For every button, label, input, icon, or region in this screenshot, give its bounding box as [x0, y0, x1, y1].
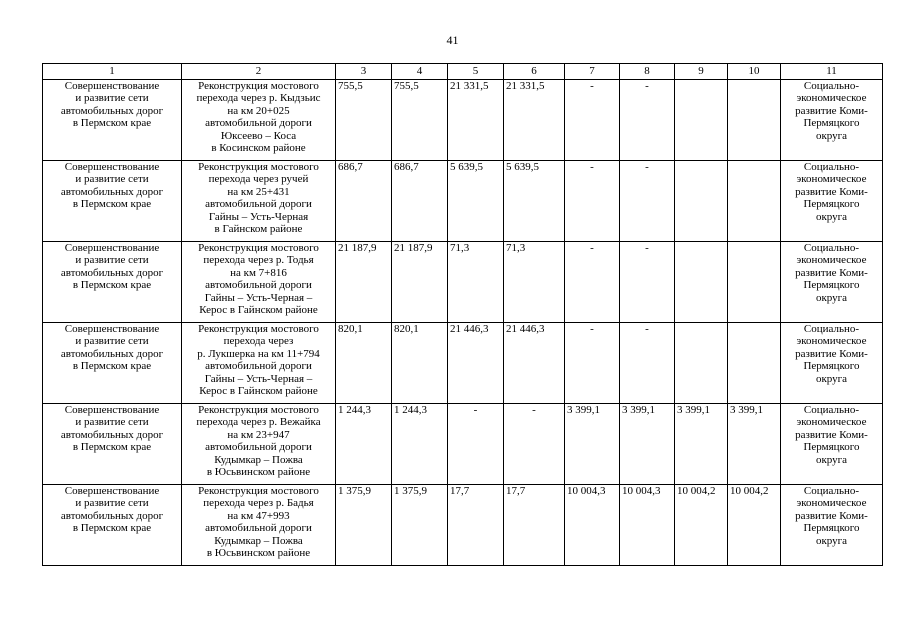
cell-col-8: -	[620, 161, 675, 242]
program-cell-line: Совершенствование	[64, 404, 160, 416]
cell-col-6: 17,7	[504, 485, 565, 566]
program-cell-line: и развитие сети	[75, 416, 149, 429]
program-cell-line: в Пермском крае	[72, 279, 152, 292]
goal-cell-line: развитие Коми-	[795, 509, 868, 522]
goal-cell-line: Социально-	[803, 404, 860, 416]
goal-cell-line: экономическое	[796, 173, 867, 186]
project-cell-line: Керос в Гайнском районе	[199, 304, 318, 317]
project-cell-line: автомобильной дороги	[205, 522, 312, 535]
cell-col-9: 3 399,1	[675, 404, 728, 485]
cell-col-10: 10 004,2	[728, 485, 781, 566]
column-header: 2	[182, 64, 336, 80]
goal-cell	[781, 80, 883, 161]
program-cell-line: автомобильных дорог	[60, 104, 164, 117]
project-cell-line: Юксеево – Коса	[220, 129, 297, 142]
program-cell-line: и развитие сети	[75, 92, 149, 105]
goal-cell-line: Социально-	[803, 323, 860, 335]
table-row	[43, 161, 883, 242]
program-cell-line: Совершенствование	[64, 242, 160, 254]
project-cell-line: Керос в Гайнском районе	[199, 385, 318, 398]
page-number: 41	[446, 33, 459, 47]
project-cell-line: автомобильной дороги	[205, 360, 312, 373]
goal-cell-line: экономическое	[796, 335, 867, 348]
project-cell	[182, 323, 336, 404]
cell-col-9	[675, 323, 728, 404]
table-row	[43, 404, 883, 485]
program-cell-line: Совершенствование	[64, 80, 160, 92]
program-cell-line: и развитие сети	[75, 335, 149, 348]
project-cell	[182, 404, 336, 485]
project-cell	[182, 80, 336, 161]
column-header: 7	[565, 64, 620, 80]
cell-col-4: 21 187,9	[392, 242, 448, 323]
column-header: 6	[504, 64, 565, 80]
cell-col-4: 1 375,9	[392, 485, 448, 566]
cell-col-4: 755,5	[392, 80, 448, 161]
cell-col-5: 17,7	[448, 485, 504, 566]
cell-col-4: 1 244,3	[392, 404, 448, 485]
cell-col-8: -	[620, 80, 675, 161]
cell-col-5: 21 331,5	[448, 80, 504, 161]
project-cell	[182, 242, 336, 323]
goal-cell-line: развитие Коми-	[795, 347, 868, 360]
cell-col-8: 3 399,1	[620, 404, 675, 485]
cell-col-4: 686,7	[392, 161, 448, 242]
program-cell	[43, 80, 182, 161]
goal-cell-line: округа	[815, 291, 848, 304]
goal-cell	[781, 242, 883, 323]
cell-col-9: 10 004,2	[675, 485, 728, 566]
cell-col-6: 5 639,5	[504, 161, 565, 242]
program-cell	[43, 161, 182, 242]
cell-col-9	[675, 161, 728, 242]
program-cell-line: автомобильных дорог	[60, 347, 164, 360]
project-cell-line: на км 20+025	[227, 104, 290, 117]
program-cell-line: в Пермском крае	[72, 198, 152, 211]
project-cell-line: перехода через р. Бадья	[203, 497, 314, 510]
program-cell-line: в Пермском крае	[72, 441, 152, 454]
project-cell-line: перехода через р. Вежайка	[196, 416, 321, 429]
cell-col-5: 21 446,3	[448, 323, 504, 404]
goal-cell-line: развитие Коми-	[795, 428, 868, 441]
project-cell-line: на км 25+431	[227, 185, 290, 198]
goal-cell-line: Социально-	[803, 161, 860, 173]
cell-col-3: 755,5	[336, 80, 392, 161]
goal-cell-line: округа	[815, 534, 848, 547]
goal-cell-line: округа	[815, 453, 848, 466]
goal-cell-line: развитие Коми-	[795, 185, 868, 198]
cell-col-7: -	[565, 161, 620, 242]
project-cell-line: автомобильной дороги	[205, 279, 312, 292]
investment-table	[42, 63, 883, 566]
project-cell-line: Реконструкция мостового	[198, 485, 319, 497]
project-cell-line: в Юсьвинском районе	[206, 547, 311, 560]
project-cell-line: перехода через р. Кыдзьис	[196, 92, 321, 105]
cell-col-3: 820,1	[336, 323, 392, 404]
program-cell-line: и развитие сети	[75, 254, 149, 267]
project-cell-line: в Юсьвинском районе	[206, 466, 311, 479]
project-cell-line: Кудымкар – Пожва	[214, 534, 303, 547]
project-cell-line: в Косинском районе	[211, 142, 306, 155]
table-row	[43, 242, 883, 323]
column-header: 10	[728, 64, 781, 80]
goal-cell-line: Пермяцкого	[803, 360, 860, 373]
cell-col-7: -	[565, 242, 620, 323]
cell-col-8: 10 004,3	[620, 485, 675, 566]
project-cell-line: Реконструкция мостового	[198, 242, 319, 254]
project-cell-line: автомобильной дороги	[205, 198, 312, 211]
column-header: 8	[620, 64, 675, 80]
project-cell-line: автомобильной дороги	[205, 441, 312, 454]
cell-col-6: 21 331,5	[504, 80, 565, 161]
cell-col-7: 3 399,1	[565, 404, 620, 485]
table-row	[43, 485, 883, 566]
project-cell-line: Реконструкция мостового	[198, 161, 319, 173]
project-cell-line: Гайны – Усть-Черная –	[204, 372, 313, 385]
goal-cell	[781, 161, 883, 242]
program-cell-line: автомобильных дорог	[60, 266, 164, 279]
program-cell-line: и развитие сети	[75, 173, 149, 186]
goal-cell-line: Пермяцкого	[803, 279, 860, 292]
cell-col-3: 1 375,9	[336, 485, 392, 566]
program-cell	[43, 323, 182, 404]
cell-col-5: 71,3	[448, 242, 504, 323]
project-cell-line: р. Лукшерка на км 11+794	[197, 347, 320, 360]
project-cell-line: перехода через р. Тодья	[203, 254, 314, 267]
cell-col-6: 71,3	[504, 242, 565, 323]
program-cell-line: Совершенствование	[64, 323, 160, 335]
column-header: 9	[675, 64, 728, 80]
goal-cell-line: Пермяцкого	[803, 117, 860, 130]
cell-col-3: 21 187,9	[336, 242, 392, 323]
program-cell	[43, 485, 182, 566]
project-cell-line: Гайны – Усть-Черная	[208, 210, 309, 223]
goal-cell-line: экономическое	[796, 416, 867, 429]
column-header: 11	[781, 64, 883, 80]
goal-cell-line: развитие Коми-	[795, 104, 868, 117]
cell-col-10	[728, 242, 781, 323]
project-cell-line: в Гайнском районе	[214, 223, 303, 236]
header-row	[43, 64, 883, 80]
program-cell-line: автомобильных дорог	[60, 428, 164, 441]
table-row	[43, 80, 883, 161]
project-cell-line: перехода через ручей	[208, 173, 309, 186]
column-header: 4	[392, 64, 448, 80]
goal-cell-line: Пермяцкого	[803, 198, 860, 211]
goal-cell-line: экономическое	[796, 92, 867, 105]
program-cell-line: в Пермском крае	[72, 117, 152, 130]
cell-col-6: -	[504, 404, 565, 485]
cell-col-6: 21 446,3	[504, 323, 565, 404]
project-cell-line: Кудымкар – Пожва	[214, 453, 303, 466]
program-cell-line: Совершенствование	[64, 485, 160, 497]
goal-cell	[781, 323, 883, 404]
goal-cell	[781, 485, 883, 566]
program-cell-line: в Пермском крае	[72, 522, 152, 535]
goal-cell-line: Социально-	[803, 80, 860, 92]
project-cell-line: автомобильной дороги	[205, 117, 312, 130]
goal-cell-line: экономическое	[796, 254, 867, 267]
project-cell-line: перехода через	[223, 335, 294, 348]
table-row	[43, 323, 883, 404]
project-cell-line: Реконструкция мостового	[198, 80, 319, 92]
program-cell-line: Совершенствование	[64, 161, 160, 173]
goal-cell-line: развитие Коми-	[795, 266, 868, 279]
cell-col-7: -	[565, 323, 620, 404]
cell-col-9	[675, 242, 728, 323]
cell-col-3: 686,7	[336, 161, 392, 242]
goal-cell-line: экономическое	[796, 497, 867, 510]
project-cell-line: на км 47+993	[227, 509, 290, 522]
cell-col-8: -	[620, 323, 675, 404]
cell-col-5: -	[448, 404, 504, 485]
cell-col-5: 5 639,5	[448, 161, 504, 242]
column-header: 5	[448, 64, 504, 80]
goal-cell-line: Социально-	[803, 485, 860, 497]
cell-col-10	[728, 161, 781, 242]
cell-col-10: 3 399,1	[728, 404, 781, 485]
project-cell-line: на км 23+947	[227, 428, 290, 441]
project-cell	[182, 485, 336, 566]
column-header: 3	[336, 64, 392, 80]
program-cell-line: в Пермском крае	[72, 360, 152, 373]
project-cell-line: на км 7+816	[230, 266, 287, 279]
program-cell	[43, 242, 182, 323]
program-cell-line: автомобильных дорог	[60, 185, 164, 198]
cell-col-4: 820,1	[392, 323, 448, 404]
goal-cell-line: округа	[815, 372, 848, 385]
project-cell-line: Реконструкция мостового	[198, 404, 319, 416]
program-cell	[43, 404, 182, 485]
project-cell	[182, 161, 336, 242]
project-cell-line: Гайны – Усть-Черная –	[204, 291, 313, 304]
cell-col-7: 10 004,3	[565, 485, 620, 566]
cell-col-7: -	[565, 80, 620, 161]
cell-col-9	[675, 80, 728, 161]
goal-cell-line: Пермяцкого	[803, 441, 860, 454]
goal-cell	[781, 404, 883, 485]
cell-col-10	[728, 80, 781, 161]
project-cell-line: Реконструкция мостового	[198, 323, 319, 335]
cell-col-10	[728, 323, 781, 404]
cell-col-8: -	[620, 242, 675, 323]
cell-col-3: 1 244,3	[336, 404, 392, 485]
column-header: 1	[43, 64, 182, 80]
goal-cell-line: Пермяцкого	[803, 522, 860, 535]
goal-cell-line: Социально-	[803, 242, 860, 254]
program-cell-line: и развитие сети	[75, 497, 149, 510]
goal-cell-line: округа	[815, 129, 848, 142]
program-cell-line: автомобильных дорог	[60, 509, 164, 522]
goal-cell-line: округа	[815, 210, 848, 223]
